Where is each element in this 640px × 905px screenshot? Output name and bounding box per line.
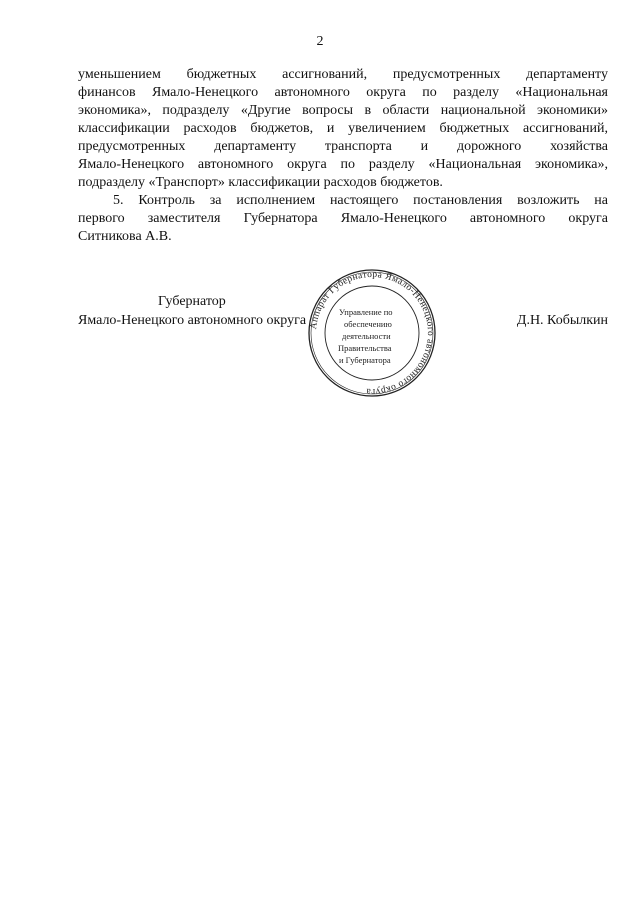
seal-center-line: Управление по bbox=[339, 307, 393, 317]
signatory-title: Губернатор bbox=[158, 294, 226, 309]
seal-center-line: деятельности bbox=[342, 331, 391, 341]
signatory-name: Д.Н. Кобылкин bbox=[516, 313, 608, 328]
seal-center-line: обеспечению bbox=[344, 319, 392, 329]
body-line: финансов Ямало-Ненецкого автономного округа по разделу «Национальная bbox=[78, 85, 608, 100]
signatory-region: Ямало-Ненецкого автономного округа bbox=[78, 313, 307, 328]
official-seal bbox=[302, 268, 442, 398]
seal-center-line: и Губернатора bbox=[339, 355, 391, 365]
body-line: уменьшением бюджетных ассигнований, предусмотренных департаменту bbox=[78, 67, 608, 82]
item-5-line: Ситникова А.В. bbox=[78, 229, 172, 244]
seal-center-line: Правительства bbox=[338, 343, 392, 353]
seal-ring-text: Аппарат Губернатора Ямало-Ненецкого автономного округа bbox=[309, 269, 436, 397]
item-5-line: 5. Контроль за исполнением настоящего постановления возложить на bbox=[113, 193, 608, 208]
body-line: классификации расходов бюджетов, и увеличением бюджетных ассигнований, bbox=[78, 121, 608, 136]
body-line: Ямало-Ненецкого автономного округа по разделу «Национальная экономика», bbox=[78, 157, 608, 172]
page-number: 2 bbox=[316, 34, 324, 49]
body-line: подразделу «Транспорт» классификации расходов бюджетов. bbox=[78, 175, 443, 190]
item-5-line: первого заместителя Губернатора Ямало-Ненецкого автономного округа bbox=[78, 211, 608, 226]
body-line: предусмотренных департаменту транспорта и дорожного хозяйства bbox=[78, 139, 608, 154]
body-line: экономика», подразделу «Другие вопросы в области национальной экономики» bbox=[78, 103, 608, 118]
